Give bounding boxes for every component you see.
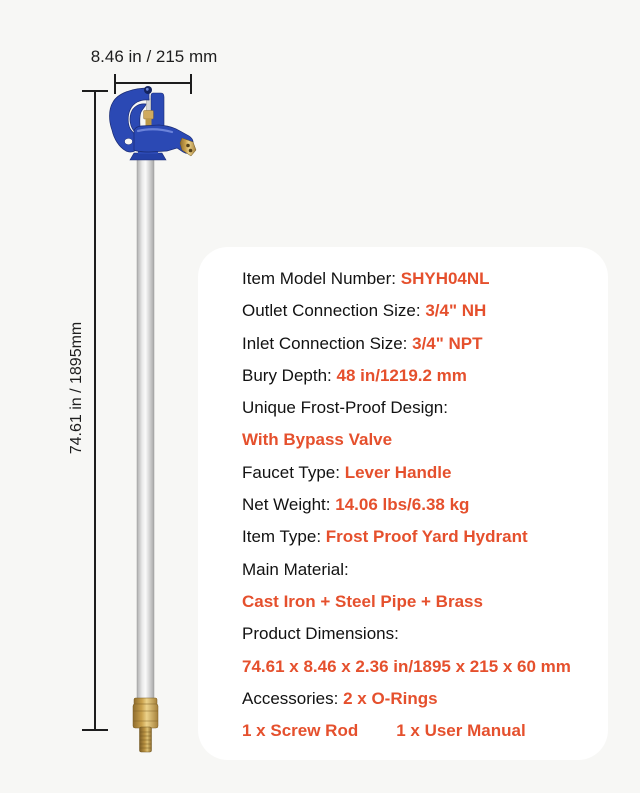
- spec-row-faucet-type: [242, 457, 594, 489]
- spec-label: Outlet Connection Size:: [242, 301, 426, 321]
- spec-value: 48 in/1219.2 mm: [336, 365, 467, 385]
- spec-value: Lever Handle: [344, 462, 452, 482]
- spec-row-design-value: [242, 424, 594, 456]
- spec-row-net-weight: [242, 489, 594, 521]
- hydrant-head: [110, 86, 197, 160]
- spec-value: 3/4" NH: [425, 301, 487, 321]
- spec-value: Cast Iron + Steel Pipe + Brass: [242, 591, 483, 611]
- spec-value: 2 x O-Rings: [343, 688, 438, 708]
- spec-row-design-label: [242, 392, 594, 424]
- spec-card: [198, 247, 608, 760]
- spec-value: SHYH04NL: [400, 269, 490, 288]
- spec-label: Main Material:: [242, 559, 349, 579]
- hydrant-brass-inlet: [133, 698, 158, 752]
- spec-row-material-label: [242, 554, 594, 586]
- spec-value: 1 x Screw Rod: [242, 721, 359, 741]
- spec-row-model: [242, 263, 594, 295]
- width-dimension-line: [115, 74, 191, 94]
- spec-row-dimensions-label: [242, 618, 594, 650]
- spec-row-item-type: [242, 521, 594, 553]
- spec-value-secondary: 1 x User Manual: [396, 721, 526, 741]
- spec-label: Faucet Type:: [242, 462, 345, 482]
- spec-row-accessories-extra: [242, 715, 594, 747]
- spec-value: With Bypass Valve: [242, 430, 393, 450]
- hydrant-pipe: [137, 154, 154, 699]
- spec-value: Frost Proof Yard Hydrant: [325, 527, 528, 547]
- spec-row-accessories: [242, 683, 594, 715]
- width-dimension-label: 8.46 in / 215 mm: [90, 47, 218, 66]
- spec-value: 14.06 lbs/6.38 kg: [335, 495, 470, 515]
- spec-row-bury-depth: [242, 360, 594, 392]
- outlet-nozzle: [180, 138, 196, 156]
- spec-value: 3/4" NPT: [412, 333, 483, 353]
- spec-row-material-value: [242, 586, 594, 618]
- spec-label: Item Model Number:: [242, 269, 401, 288]
- spec-value: 74.61 x 8.46 x 2.36 in/1895 x 215 x 60 mm: [242, 656, 571, 676]
- spec-label: Product Dimensions:: [242, 624, 399, 644]
- spec-label: Bury Depth:: [242, 365, 337, 385]
- spec-label: Accessories:: [242, 688, 344, 708]
- spec-row-inlet-size: [242, 328, 594, 360]
- spec-label: Unique Frost-Proof Design:: [242, 398, 448, 418]
- spec-label: Inlet Connection Size:: [242, 333, 413, 353]
- spec-label: Net Weight:: [242, 495, 336, 515]
- spec-row-outlet-size: [242, 295, 594, 327]
- height-dimension-label: 74.61 in / 1895mm: [68, 321, 85, 455]
- spec-label: Item Type:: [242, 527, 326, 547]
- spec-row-dimensions-value: [242, 651, 594, 683]
